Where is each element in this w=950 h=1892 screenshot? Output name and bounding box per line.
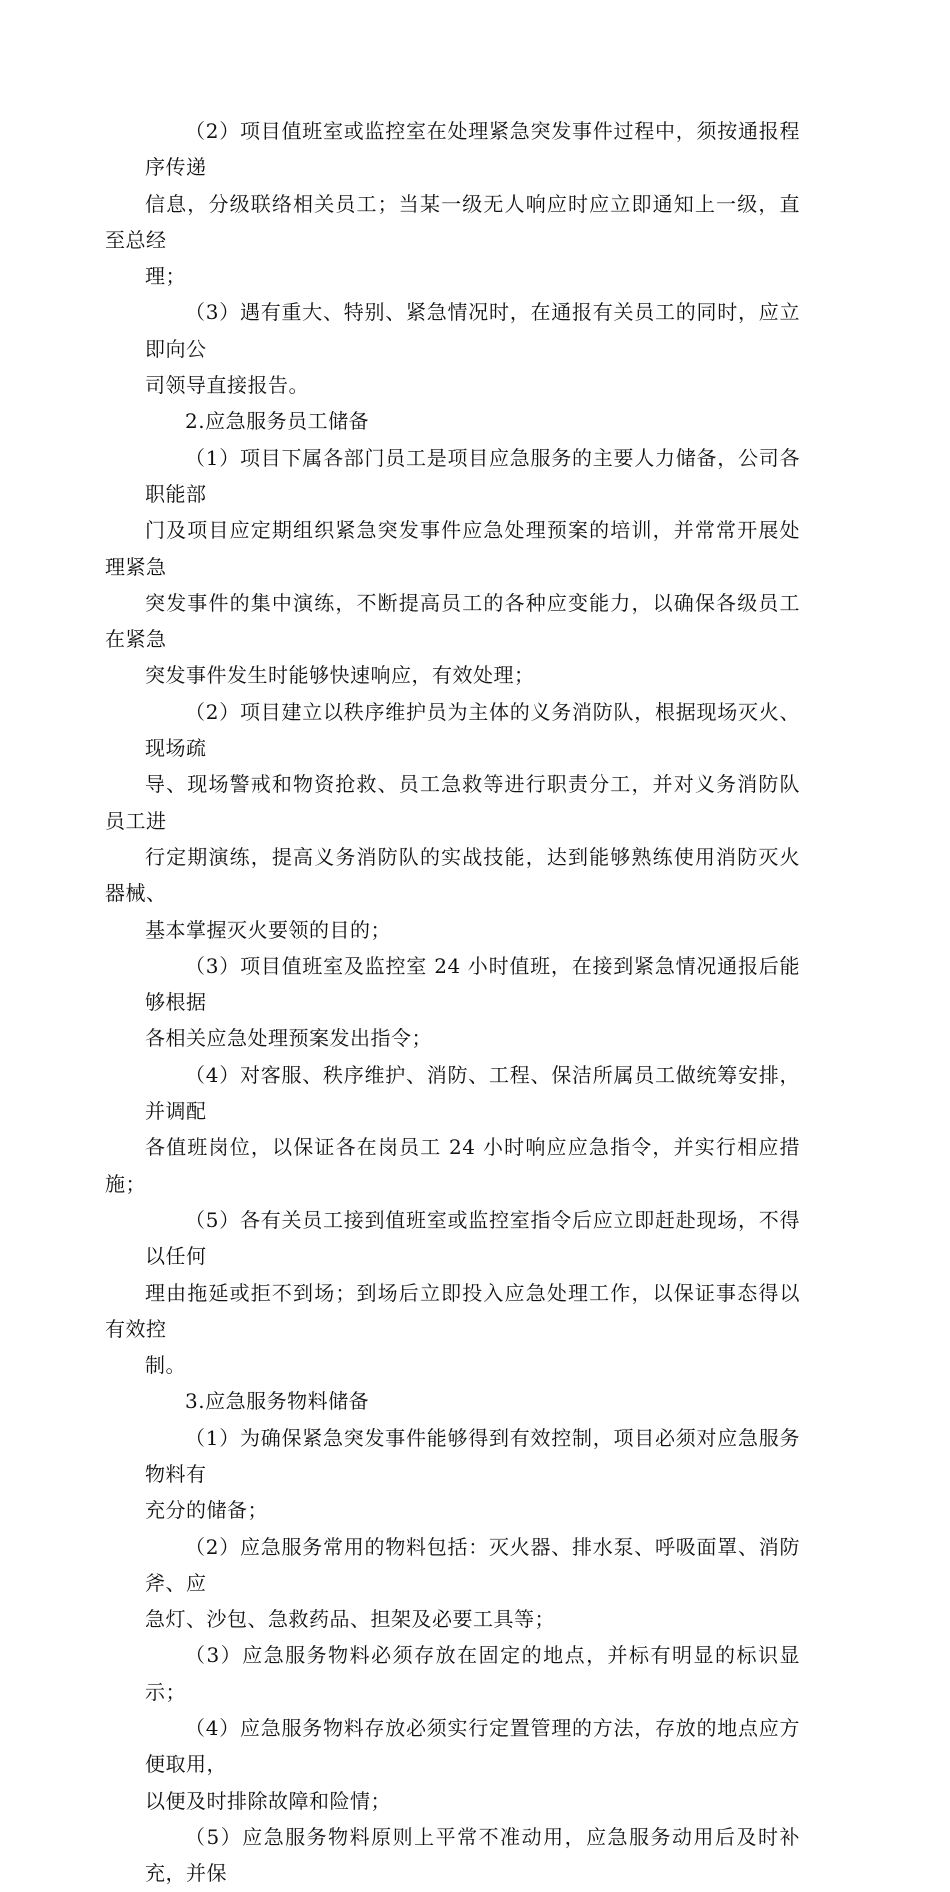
text-line: （4）应急服务物料存放必须实行定置管理的方法，存放的地点应方便取用， <box>145 1716 800 1777</box>
text-line: （4）对客服、秩序维护、消防、工程、保洁所属员工做统筹安排，并调配 <box>145 1062 800 1124</box>
text-line: （2）应急服务常用的物料包括：灭火器、排水泵、呼吸面罩、消防斧、应 <box>145 1534 800 1595</box>
text-line: 3.应急服务物料储备 <box>185 1389 370 1414</box>
text-line: 信息，分级联络相关员工；当某一级无人响应时应立即通知上一级，直至总经 <box>105 191 800 252</box>
paragraph <box>145 1637 800 1710</box>
text-line: 司领导直接报告。 <box>145 373 309 398</box>
paragraph <box>105 694 800 948</box>
paragraph <box>145 1819 800 1892</box>
text-line: 行定期演练，提高义务消防队的实战技能，达到能够熟练使用消防灭火器械、 <box>105 844 800 906</box>
text-line: （3）遇有重大、特别、紧急情况时，在通报有关员工的同时，应立即向公 <box>145 300 800 361</box>
text-line: （5）各有关员工接到值班室或监控室指令后应立即赶赴现场，不得以任何 <box>145 1207 800 1269</box>
text-line: 突发事件发生时能够快速响应，有效处理； <box>145 663 535 688</box>
text-line: 理由拖延或拒不到场；到场后立即投入应急处理工作，以保证事态得以有效控 <box>105 1280 800 1341</box>
paragraph <box>105 1057 800 1202</box>
text-line: 门及项目应定期组织紧急突发事件应急处理预案的培训，并常常开展处理紧急 <box>105 518 800 579</box>
paragraph <box>145 948 800 1057</box>
text-line: 急灯、沙包、急救药品、担架及必要工具等； <box>145 1607 555 1632</box>
paragraph <box>145 294 800 403</box>
text-line: 充分的储备； <box>145 1498 268 1523</box>
text-line: 理； <box>145 264 186 289</box>
paragraph <box>105 440 800 694</box>
text-line: （2）项目建立以秩序维护员为主体的义务消防队，根据现场灭火、现场疏 <box>145 699 800 761</box>
paragraph <box>105 1202 800 1383</box>
text-line: 制。 <box>145 1353 186 1378</box>
text-line: 以便及时排除故障和险情； <box>145 1788 391 1813</box>
text-line: 各相关应急处理预案发出指令； <box>145 1026 432 1051</box>
text-line: （3）应急服务物料必须存放在固定的地点，并标有明显的标识显示； <box>145 1643 800 1704</box>
text-line: （3）项目值班室及监控室 24 小时值班，在接到紧急情况通报后能够根据 <box>145 953 800 1015</box>
text-line: 2.应急服务员工储备 <box>185 409 370 434</box>
text-line: 突发事件的集中演练，不断提高员工的各种应变能力，以确保各级员工在紧急 <box>105 590 800 652</box>
paragraph <box>145 1710 800 1819</box>
text-line: 基本掌握灭火要领的目的； <box>145 917 391 942</box>
text-line: （5）应急服务物料原则上平常不准动用，应急服务动用后及时补充，并保 <box>145 1824 800 1886</box>
paragraph <box>145 1420 800 1529</box>
text-line: 各值班岗位，以保证各在岗员工 24 小时响应应急指令，并实行相应措施； <box>105 1135 800 1196</box>
text-line: （1）项目下属各部门员工是项目应急服务的主要人力储备，公司各职能部 <box>145 445 800 506</box>
text-line: （1）为确保紧急突发事件能够得到有效控制，项目必须对应急服务物料有 <box>145 1425 800 1486</box>
section-heading <box>145 1383 800 1419</box>
paragraph <box>145 1529 800 1638</box>
text-line: 导、现场警戒和物资抢救、员工急救等进行职责分工，并对义务消防队员工进 <box>105 772 800 833</box>
section-heading <box>145 403 800 439</box>
paragraph <box>105 113 800 294</box>
text-line: （2）项目值班室或监控室在处理紧急突发事件过程中，须按通报程序传递 <box>145 119 800 180</box>
